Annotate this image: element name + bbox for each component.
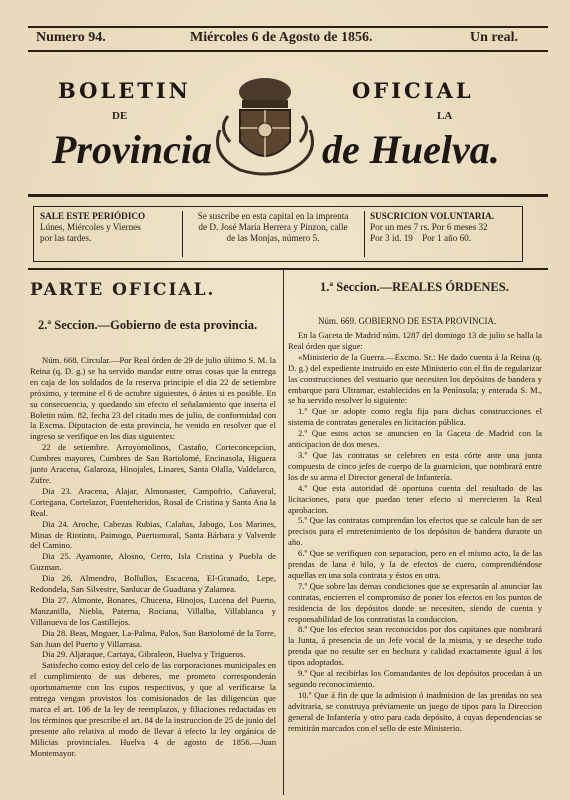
- right-paragraph: 6.º Que se verifiquen con separacion, pero en el mismo acto, la de las prendas de lana é hilo, y la de efectos de cuero, comprendiéndose aquellas en una sola contrata y éstos en otra.: [288, 548, 542, 580]
- right-paragraph: «Ministerio de la Guerra.—Excmo. Sr.: He dado cuenta á la Reina (q. D. g.) del expediente instruido en este Ministerio con el fin de regularizar las construcciones del vestuario que necesiten los depósitos de bandera y embarque para Ultramar, establecidos en la Península; y enterada S. M., se ha servido resolver lo siguiente:: [288, 351, 542, 406]
- right-paragraph: 1.º Que se adopte como regla fija para dichas construcciones el sistema de contratas generales en licitacion pública.: [288, 406, 542, 428]
- address-line: de las Monjas, número 5.: [226, 233, 320, 243]
- left-paragraph: Dia 24. Aroche, Cabezas Rubias, Calañas, Jabugo, Los Marines, Minas de Riotinto, Paimogo, Puertomoral, Santa Bárbara y Valverde del Camino.: [30, 518, 276, 551]
- right-paragraph: 3.º Que las contratas se celebren en esta córte ante una junta compuesta de cinco jefes de cuerpo de la guarnicion, que nombrará entre los de su arma el Director general de Infantería.: [288, 449, 542, 482]
- masthead-rule: [28, 50, 548, 52]
- left-paragraph: Dia 23. Aracena, Alajar, Almonaster, Campofrio, Cañaveral, Cortegana, Cortelazor, Fuenteheridos, Rosal de Cristina y Santa Ana la Real.: [30, 485, 276, 518]
- schedule-line: SALE ESTE PERIÓDICO: [40, 211, 146, 221]
- title-de: DE: [112, 110, 128, 122]
- right-paragraph: 10.º Que á fin de que la admision ó inadmision de las prendas no sea advitraria, se construya préviamente un juego de tipos para la Direccion general de Infantería y otro para cada depósito, á cuyas dependencias se remitirán marcados con el sello de este Ministerio.: [288, 689, 542, 733]
- left-paragraph: Satisfecho como estoy del celo de las corporaciones municipales en el cumplimiento de sus deberes, me prometo corresponderán oportunamente con los cupos respectivos, y que al verificarse la entrega vengan provistos los comisionados de las diligencias que marca el art. 106 de la ley de reemplazos, y filiaciones redactadas en los términos que prescribe el art. 84 de la instruccion de 25 de junio del presente año relativa al modo de llevar á efecto la ley orgánica de Milicias provinciales. Huelva 4 de agosto de 1856.—Juan Montemayor.: [30, 660, 276, 758]
- price-line: Por 3 id. 19 Por 1 año 60.: [370, 233, 472, 243]
- address-line: Se suscribe en esta capital en la imprenta: [197, 211, 349, 221]
- right-column-text: [288, 330, 542, 795]
- left-paragraph: Dia 27. Almonte, Bonares, Chucena, Hinojos, Lucena del Puerto, Manzanilla, Niebla, Paterna, Rociana, Villalba, Villablanca y Villanueva de los Castillejos.: [30, 594, 276, 627]
- left-paragraph: Dia 28. Beas, Moguer, La-Palma, Palos, San Bartolomé de la Torre, San Juan del Puerto y Villarrasa.: [30, 627, 276, 649]
- schedule-line: Lúnes, Miércoles y Viernes: [40, 222, 141, 232]
- content-rule: [28, 268, 548, 270]
- title-oficial: OFICIAL: [352, 78, 474, 103]
- subscription-schedule: [40, 211, 180, 244]
- top-rule: [28, 26, 548, 28]
- title-provincia: Provincia: [52, 127, 212, 172]
- left-paragraph: Dia 26. Almendro, Bollullos, Escacena, El-Granado, Lepe, Redondela, San Silvestre, Sanlucar de Guadiana y Zalamea.: [30, 573, 276, 595]
- left-heading: 2.ª Seccion.—Gobierno de esta provincia.: [38, 318, 258, 332]
- right-paragraph: 5.º Que las contratas comprendan los efectos que se calcule han de ser precisos para el entretenimiento de los depósitos de bandera durante un año.: [288, 515, 542, 548]
- right-paragraph: 9.º Que al recibirlas los Comandantes de los depósitos procedan á un segundo reconocimiento.: [288, 668, 542, 689]
- column-divider: [283, 270, 284, 795]
- left-paragraph: Dia 29. Aljaraque, Cartaya, Gibraleon, Huelva y Trigueros.: [42, 649, 246, 660]
- title-boletin: BOLETIN: [58, 78, 191, 103]
- subscription-prices: [370, 211, 518, 244]
- address-line: de D. José María Herrera y Pinzon, calle: [198, 222, 348, 232]
- right-subheading: Núm. 669. GOBIERNO DE ESTA PROVINCIA.: [318, 316, 497, 326]
- box-divider: [364, 211, 365, 257]
- title-de-huelva: de Huelva.: [322, 127, 500, 172]
- royal-coat-of-arms: [210, 70, 320, 182]
- right-paragraph: En la Gaceta de Madrid núm. 1287 del domingo 13 de julio se halla la Real órden que sigue:: [288, 330, 542, 351]
- section-title-parte-oficial: PARTE OFICIAL.: [30, 280, 216, 300]
- issue-price: Un real.: [470, 30, 518, 45]
- subscription-address: [188, 211, 358, 244]
- right-paragraph: 2.º Que estos actos se anuncien en la Gaceta de Madrid con la anticipacion de dos meses.: [288, 428, 542, 450]
- right-heading: 1.ª Seccion.—REALES ÓRDENES.: [320, 280, 509, 294]
- left-paragraph: Dia 25. Ayamonte, Alosno, Cerro, Isla Cristina y Puebla de Guzman.: [30, 551, 276, 573]
- title-la: LA: [437, 110, 453, 122]
- price-line: SUSCRICION VOLUNTARIA.: [370, 211, 495, 221]
- right-paragraph: 7.º Que sobre las demas condiciones que se expresarán al anunciar las contratas, encierren el compromiso de poner los efectos en los puntos de residencia de los depósitos donde se necesiten, siendo de cuenta y responsabilidad de los contratistas la conduccion.: [288, 580, 542, 624]
- right-paragraph: 4.º Que esta autoridad dé oportuna cuenta del resultado de las licitaciones, para que puedan tener efecto si merecieren la Real aprobacion.: [288, 482, 542, 515]
- masthead-row: [30, 30, 545, 50]
- schedule-line: por las tardes.: [40, 233, 92, 243]
- left-paragraph: 22 de setiembre. Arroyomolinos, Castaño, Corteconcepcion, Cumbres mayores, Cumbres de San Bartolomé, Encinasola, Higuera junto Aracena, Galaroza, Hinojales, Linares, Santa Olalla, Valdelarco, Zufre.: [30, 442, 276, 485]
- box-divider: [182, 211, 183, 257]
- issue-date: Miércoles 6 de Agosto de 1856.: [190, 30, 373, 45]
- price-line: Por un mes 7 rs. Por 6 meses 32: [370, 222, 488, 232]
- right-paragraph: 8.º Que los efectos sean reconocidos por dos capitanes que nombrará la Junta, á presencia de un Jefe vocal de la misma, y se deseche todo prenda que no resulte ser en hechura y calidad exactamente igual á los tipos adoptados.: [288, 624, 542, 668]
- issue-number: Numero 94.: [36, 30, 106, 45]
- title-rule: [28, 194, 548, 197]
- left-paragraph: Núm. 668. Circular.—Por Real órden de 29 de julio último S. M. la Reina (q. D. g.) se ha servido mandar entre otras cosas que la entrega en caja de los soldados de la reserva principie el dia 22 de setiembre próximo, y termine el 6 de octubre siguientes, ó ántes si es posible. En su consecuencia, y quedando sin efecto el señalamiento que inserta el Boletin núm. 82, fecha 23 del citado mes de julio, de conformidad con la Excma. Diputacion de esta provincia, he venido en resolver que el ingreso se verifique en los dias siguientes:: [30, 355, 276, 442]
- left-column-text: [30, 355, 276, 795]
- subscription-box: [33, 206, 523, 262]
